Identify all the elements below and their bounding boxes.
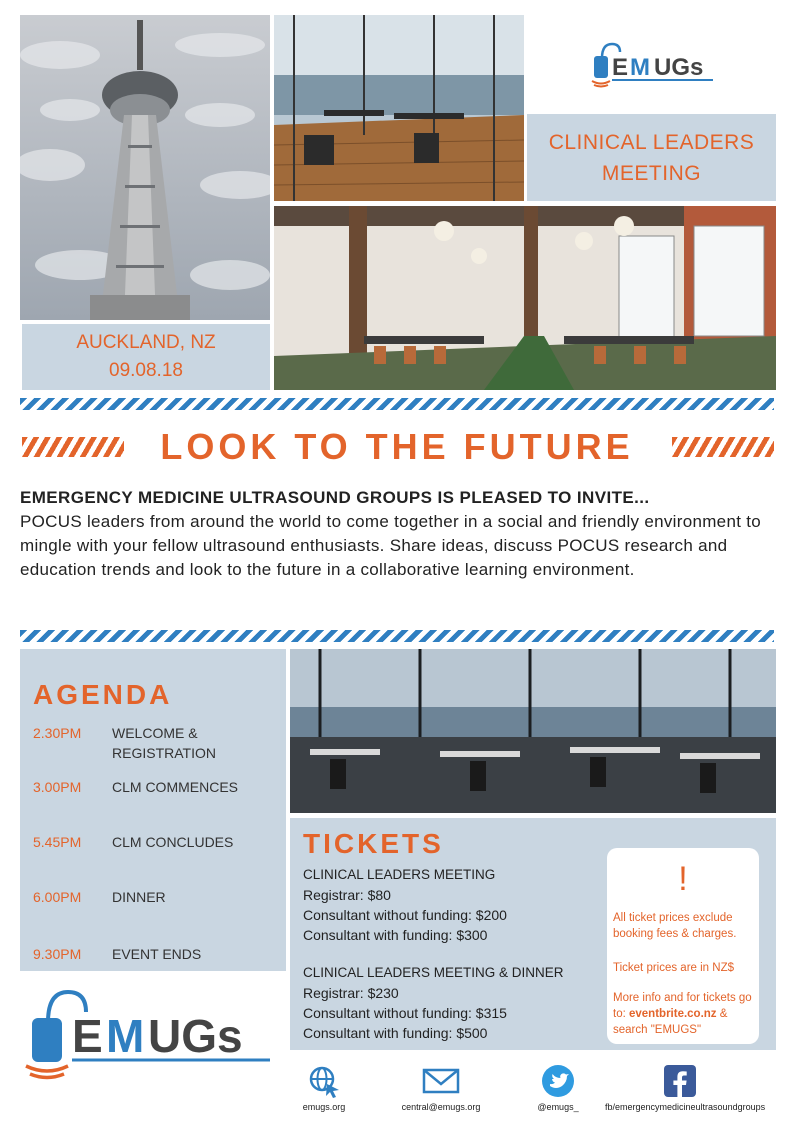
footer-web[interactable] [264, 1064, 384, 1112]
agenda-label: DINNER [112, 889, 166, 905]
svg-text:E: E [72, 1010, 103, 1062]
ticket-price: Registrar: $230 [303, 985, 399, 1001]
agenda-label: CLM COMMENCES [112, 779, 239, 795]
agenda-title: AGENDA [33, 679, 173, 710]
agenda-time: 2.30PM [33, 725, 82, 741]
footer-facebook[interactable] [605, 1064, 766, 1112]
event-title-line2: MEETING [601, 161, 702, 185]
meeting-room-photo [274, 206, 776, 390]
note-fees: All ticket prices exclude booking fees & charges. [613, 912, 737, 940]
chevron-left-decoration [22, 437, 124, 457]
event-title-line1: CLINICAL LEADERS [548, 130, 755, 154]
footer-twitter-label: @emugs_ [537, 1102, 579, 1112]
tickets-title: TICKETS [303, 828, 444, 859]
harbour-restaurant-photo [290, 649, 776, 813]
footer-twitter[interactable] [498, 1064, 618, 1112]
footer-web-label: emugs.org [302, 1102, 346, 1112]
agenda-label: CLM CONCLUDES [112, 834, 234, 850]
sky-tower-photo [20, 15, 270, 320]
chevron-right-decoration [672, 437, 774, 457]
ticket-group-heading: CLINICAL LEADERS MEETING [303, 867, 496, 882]
ticket-price: Consultant with funding: $500 [303, 1025, 488, 1041]
emugs-logo-bottom [20, 982, 276, 1082]
invite-body: POCUS leaders from around the world to come together in a social and friendly environment to mingle with your fellow ultrasound enthusiasts. Share ideas, discuss POCUS research and education trends and look to the future in a collaborative learning environment. [20, 512, 762, 579]
agenda-time: 5.45PM [33, 834, 82, 850]
ticket-price: Consultant with funding: $300 [303, 927, 488, 943]
svg-text:UGs: UGs [148, 1010, 243, 1062]
event-location: AUCKLAND, NZ [76, 332, 216, 353]
divider-stripe-bottom [20, 630, 774, 642]
svg-text:M: M [630, 54, 650, 81]
divider-stripe-top [20, 398, 774, 410]
note-info-prefix: More info and for tickets go to: [613, 992, 752, 1020]
twitter-icon [541, 1064, 575, 1098]
restaurant-deck-photo [274, 15, 524, 201]
facebook-icon [663, 1064, 697, 1098]
agenda-panel [20, 649, 286, 971]
event-location-box [22, 324, 270, 390]
ticket-price: Consultant without funding: $315 [303, 1005, 507, 1021]
event-title-box [527, 114, 776, 201]
agenda-label: EVENT ENDS [112, 946, 202, 962]
headline: LOOK TO THE FUTURE [160, 426, 634, 467]
globe-icon [307, 1064, 341, 1098]
ticket-price: Consultant without funding: $200 [303, 907, 507, 923]
agenda-time: 3.00PM [33, 779, 82, 795]
footer-email-label: central@emugs.org [401, 1102, 481, 1112]
footer-facebook-label: fb/emergencymedicineultrasoundgroups [605, 1102, 766, 1112]
invite-lead: EMERGENCY MEDICINE ULTRASOUND GROUPS IS PLEASED TO INVITE... [20, 488, 650, 507]
invite-text [20, 486, 780, 582]
footer-email[interactable] [381, 1064, 501, 1112]
emugs-logo-top [588, 38, 720, 88]
note-currency: Ticket prices are in NZ$ [613, 962, 734, 974]
ticket-list [303, 865, 603, 1043]
agenda-time: 9.30PM [33, 946, 82, 962]
agenda-label: WELCOME & REGISTRATION [112, 725, 216, 761]
eventbrite-link[interactable]: eventbrite.co.nz [629, 1008, 717, 1020]
svg-text:E: E [612, 54, 629, 81]
agenda-time: 6.00PM [33, 889, 82, 905]
ticket-price: Registrar: $80 [303, 887, 391, 903]
ticket-group-heading: CLINICAL LEADERS MEETING & DINNER [303, 965, 564, 980]
svg-text:M: M [106, 1010, 145, 1062]
note-info-suffix: & search "EMUGS" [613, 1008, 728, 1036]
svg-text:UGs: UGs [654, 54, 704, 81]
note-info [613, 990, 759, 1038]
event-date: 09.08.18 [109, 360, 183, 381]
exclamation-icon: ! [678, 860, 688, 898]
envelope-icon [422, 1064, 460, 1098]
ticket-note-card [607, 848, 759, 1044]
